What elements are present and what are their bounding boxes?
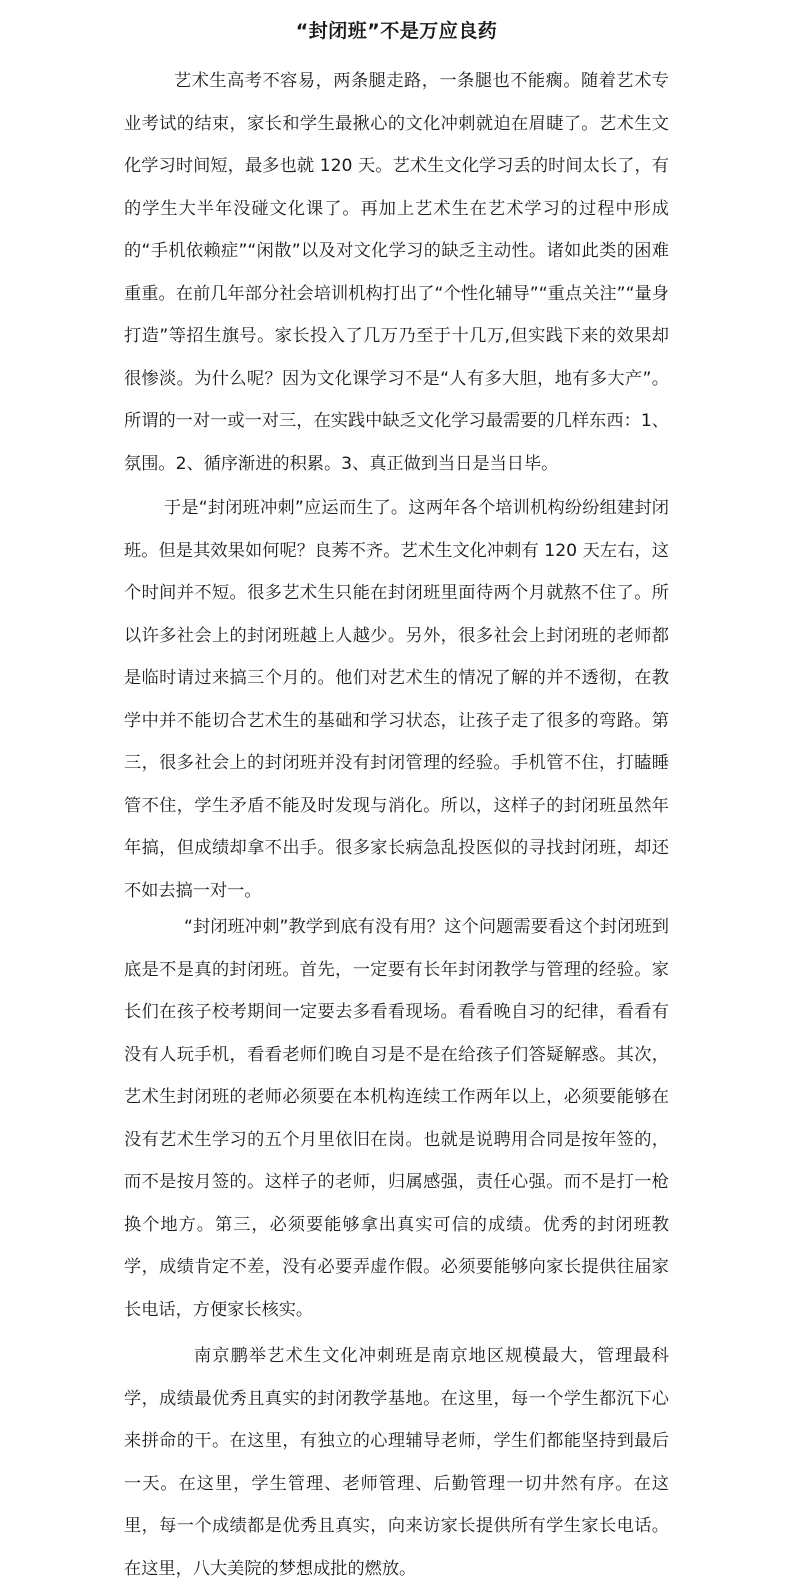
paragraph-4: 南京鹏举艺术生文化冲刺班是南京地区规模最大，管理最科学，成绩最优秀且真实的封闭教学基地。在这里，每一个学生都沉下心来拼命的干。在这里，有独立的心理辅导老师，学生们都能坚持到最后一天。在这里，学生管理、老师管理、后勤管理一切井然有序。在这里，每一个成绩都是优秀且真实，向来访家长提供所有学生家长电话。在这里，八大美院的梦想成批的燃放。 bbox=[124, 1346, 669, 1579]
paragraph-1: 艺术生高考不容易，两条腿走路，一条腿也不能瘸。随着艺术专业考试的结束，家长和学生最揪心的文化冲刺就迫在眉睫了。艺术生文化学习时间短，最多也就 120 天。艺术生文化学习丢的时间太长了，有的学生大半年没碰文化课了。再加上艺术生在艺术学习的过程中形成的“手机依赖症”“闲散”以及对文化学习的缺乏主动性。诸如此类的困难重重。在前几年部分社会培训机构打出了“个性化辅导”“重点关注”“量身打造”等招生旗号。家长投入了几万乃至于十几万,但实践下来的效果却很惨淡。为什么呢？因为文化课学习不是“人有多大胆，地有多大产”。所谓的一对一或一对三，在实践中缺乏文化学习最需要的几样东西：1、氛围。2、循序渐进的积累。3、真正做到当日是当日毕。 bbox=[124, 71, 669, 474]
paragraph-3: “封闭班冲刺”教学到底有没有用？这个问题需要看这个封闭班到底是不是真的封闭班。首先，一定要有长年封闭教学与管理的经验。家长们在孩子校考期间一定要去多看看现场。看看晚自习的纪律，看看有没有人玩手机，看看老师们晚自习是不是在给孩子们答疑解惑。其次，艺术生封闭班的老师必须要在本机构连续工作两年以上，必须要能够在没有艺术生学习的五个月里依旧在岗。也就是说聘用合同是按年签的，而不是按月签的。这样子的老师，归属感强，责任心强。而不是打一枪换个地方。第三，必须要能够拿出真实可信的成绩。优秀的封闭班教学，成绩肯定不差，没有必要弄虚作假。必须要能够向家长提供往届家长电话，方便家长核实。 bbox=[124, 917, 669, 1320]
article-title: “封闭班”不是万应良药 bbox=[295, 20, 498, 42]
paragraph-2: 于是“封闭班冲刺”应运而生了。这两年各个培训机构纷纷组建封闭班。但是其效果如何呢？良莠不齐。艺术生文化冲刺有 120 天左右，这个时间并不短。很多艺术生只能在封闭班里面待两个月就熬不住了。所以许多社会上的封闭班越上人越少。另外，很多社会上封闭班的老师都是临时请过来搞三个月的。他们对艺术生的情况了解的并不透彻，在教学中并不能切合艺术生的基础和学习状态，让孩子走了很多的弯路。第三，很多社会上的封闭班并没有封闭管理的经验。手机管不住，打瞌睡管不住，学生矛盾不能及时发现与消化。所以，这样子的封闭班虽然年年搞，但成绩却拿不出手。很多家长病急乱投医似的寻找封闭班，却还不如去搞一对一。 bbox=[124, 498, 669, 901]
